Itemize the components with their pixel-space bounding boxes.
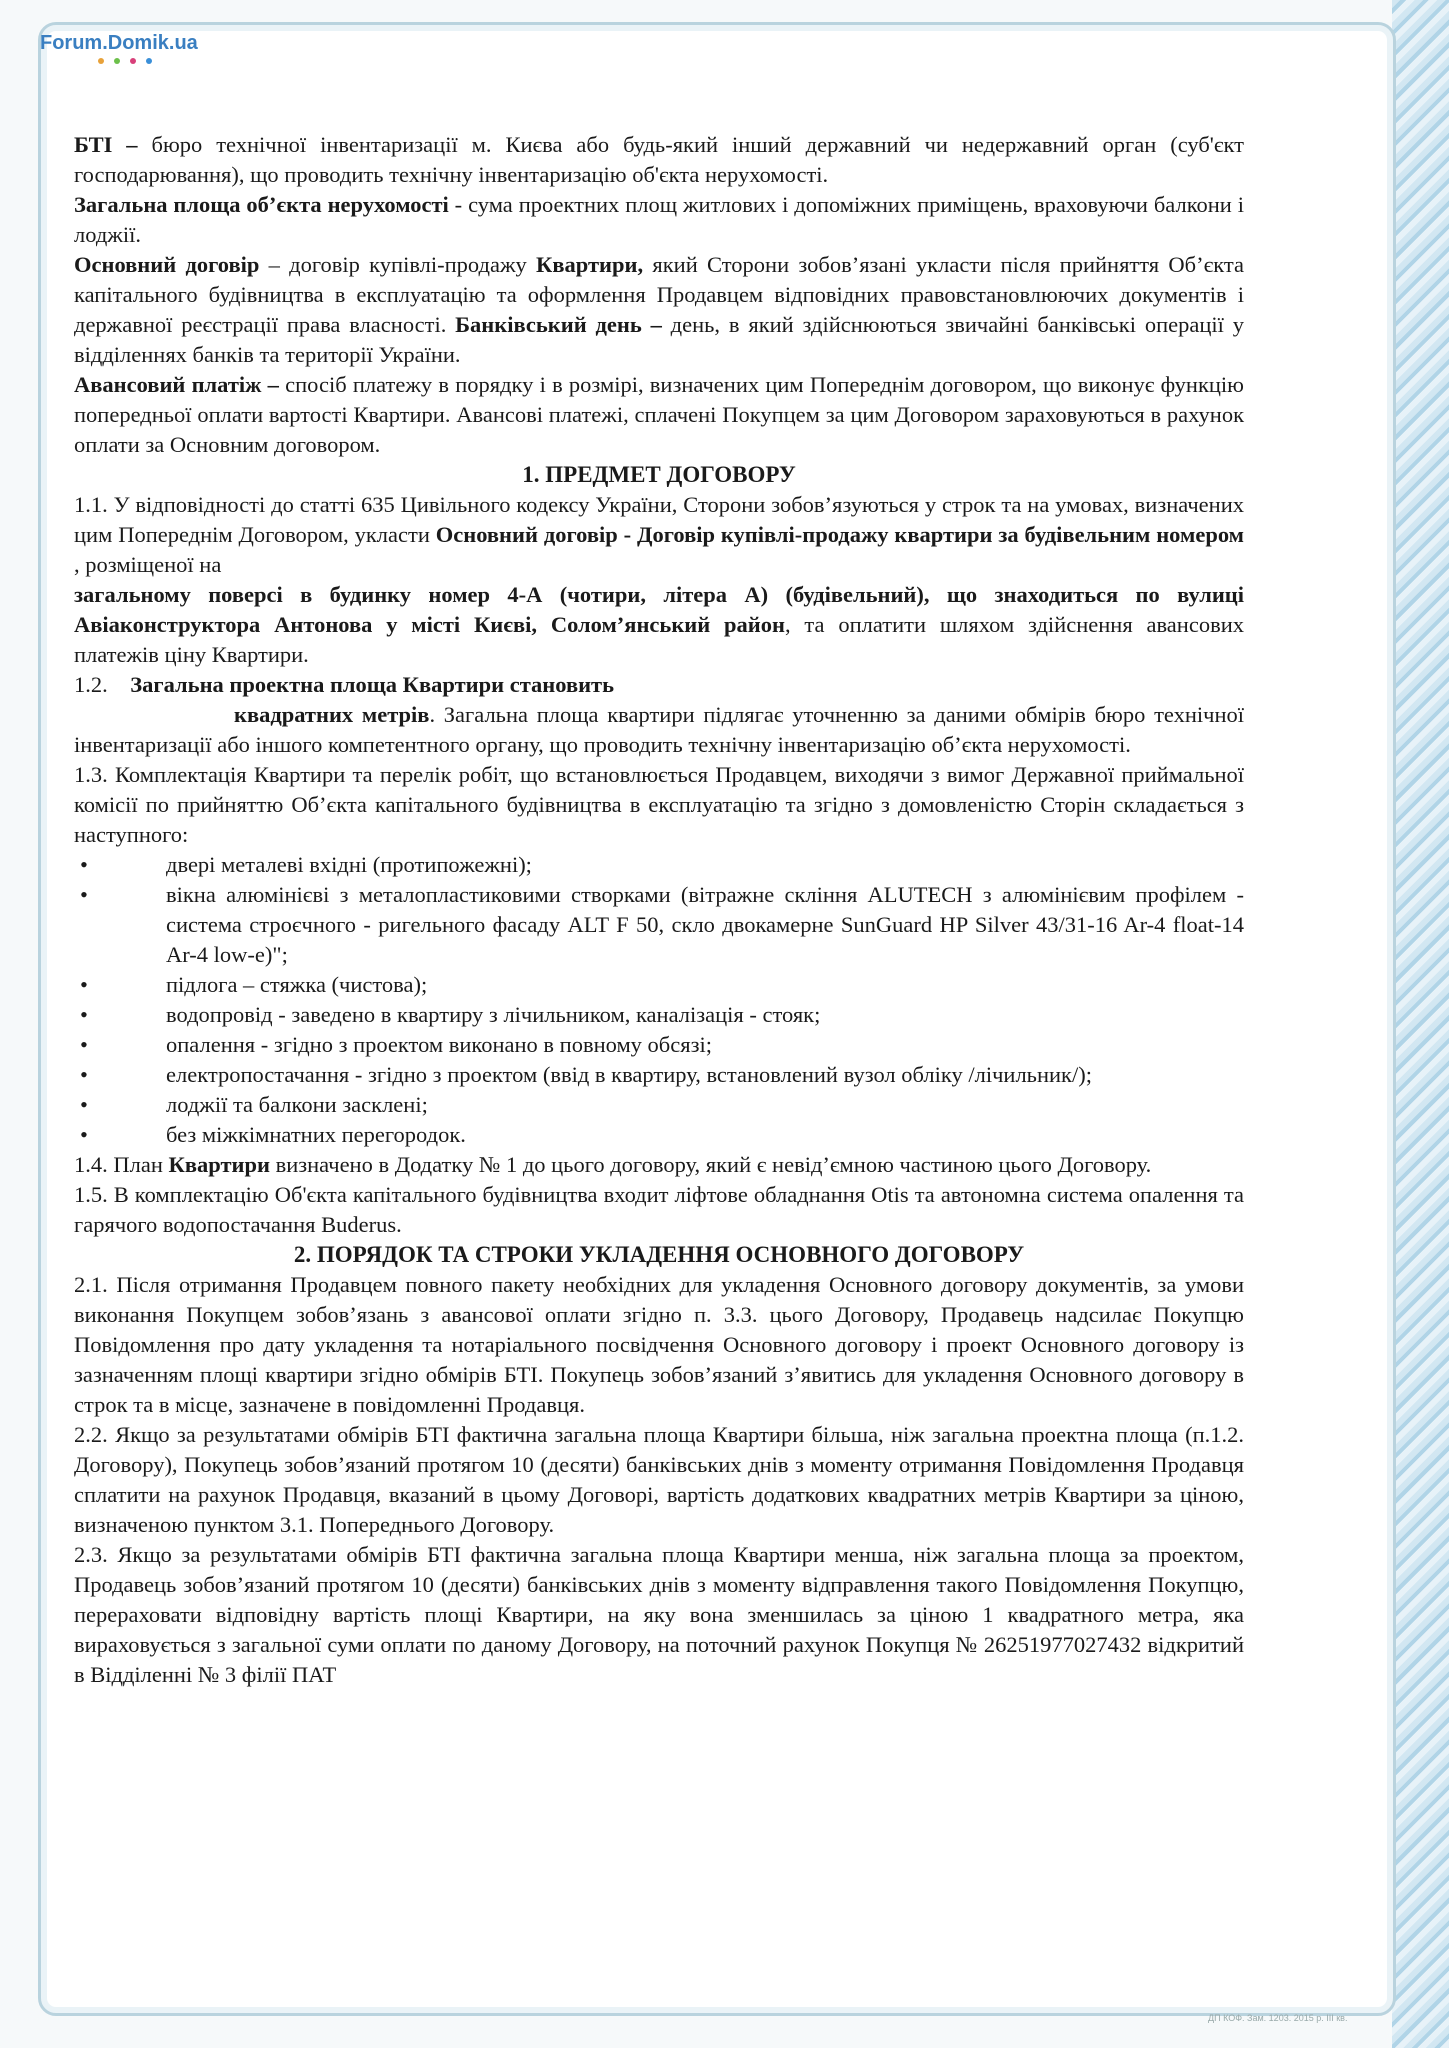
list-item: • без міжкімнатних перегородок. [80,1122,466,1147]
definition-bti: БТІ – бюро технічної інвентаризації м. Києва або будь-який інший державний чи недержавний орган (суб'єкт господарювання), що проводить технічну інвентаризацію об'єкта нерухомості. [74,132,1244,187]
list-item: • лоджії та балкони засклені; [80,1092,428,1117]
definition-total-area: Загальна площа об’єкта нерухомості - сума проектних площ житлових і допоміжних приміщень, враховуючи балкони і лоджії. [74,192,1244,247]
clause-2-3: 2.3. Якщо за результатами обмірів БТІ фактична загальна площа Квартири менша, ніж загальна площа за проектом, Продавець зобов’язаний протягом 10 (десяти) банківських днів з моменту відправлення такого Повідомлення Покупцю, перераховати відповідну вартість площі Квартири, на яку вона зменшилась за ціною 1 квадратного метра, яка вираховується з загальної суми оплати по даному Договору, на поточний рахунок Покупця № 26251977027432 відкритий в Відділенні № 3 філії ПАТ [74,1542,1244,1687]
section-2-title: 2. ПОРЯДОК ТА СТРОКИ УКЛАДЕННЯ ОСНОВНОГО ДОГОВОРУ [293,1242,1025,1267]
clause-1-3: 1.3. Комплектація Квартири та перелік робіт, що встановлюється Продавцем, виходячи з вимог Державної приймальної комісії по прийняттю Об’єкта капітального будівництва в експлуатацію та згідно з домовленістю Сторін складається з наступного: [74,762,1244,847]
logo-dots-decoration [98,58,152,64]
clause-2-1: 2.1. Після отримання Продавцем повного пакету необхідних для укладення Основного договору документів, за умови виконання Покупцем зобов’язань з авансової оплати згідно п. 3.3. цього Договору, Продавець надсилає Покупцю Повідомлення про дату укладення та нотаріального посвідчення Основного договору і проект Основного договору із зазначенням площі квартири згідно обмірів БТІ. Покупець зобов’язаний з’явитись для укладення Основного договору в строк та в місце, зазначене в повідомленні Продавця. [74,1272,1244,1417]
list-item: • електропостачання - згідно з проектом (ввід в квартиру, встановлений вузол обліку /лічильник/); [80,1062,1092,1087]
print-order-note: ДП КОФ. Зам. 1203. 2015 р. III кв. [1208,2013,1348,2023]
list-item: • підлога – стяжка (чистова); [80,972,428,997]
clause-1-5: 1.5. В комплектацію Об'єкта капітального будівництва входит ліфтове обладнання Otis та автономна система опалення та гарячого водопостачання Buderus. [74,1182,1244,1237]
clause-1-2: 1.2. Загальна проектна площа Квартири становить квадратних метрів. Загальна площа квартири підлягає уточненню за даними обмірів бюро технічної інвентаризації або іншого компетентного органу, що проводить технічну інвентаризацію об’єкта нерухомості. [74,672,1244,757]
section-1-title: 1. ПРЕДМЕТ ДОГОВОРУ [522,462,796,487]
list-item: • вікна алюмінієві з металопластиковими створками (вітражне скління ALUTECH з алюмінієвим профілем - система строєчного - ригельного фасаду ALT F 50, скло двокамерне SunGuard HP Silver 43/31-16 Ar-4 float-14 Ar-4 low-e)"; [80,882,1244,967]
site-watermark-logo: Forum.Domik.ua [40,32,198,54]
clause-2-2: 2.2. Якщо за результатами обмірів БТІ фактична загальна площа Квартири більша, ніж загальна проектна площа (п.1.2. Договору), Покупець зобов’язаний протягом 10 (десяти) банківських днів з моменту отримання Повідомлення Продавця сплатити на рахунок Продавця, вказаний в цьому Договорі, вартість додаткових квадратних метрів Квартири за ціною, визначеною пунктом 3.1. Попереднього Договору. [74,1422,1244,1537]
list-item: • двері металеві вхідні (протипожежні); [80,852,532,877]
list-item: • опалення - згідно з проектом виконано в повному обсязі; [80,1032,712,1057]
definition-main-contract: Основний договір – договір купівлі-продажу Квартири, який Сторони зобов’язані укласти після прийняття Об’єкта капітального будівництва в експлуатацію та оформлення Продавцем відповідних правовстановлюючих документів і державної реєстрації права власності. Банківський день – день, в який здійснюються звичайні банківські операції у відділеннях банків та території України. [74,252,1244,367]
list-item: • водопровід - заведено в квартиру з лічильником, каналізація - стояк; [80,1002,821,1027]
document-body [74,130,1244,1690]
definition-advance-payment: Авансовий платіж – спосіб платежу в порядку і в розмірі, визначених цим Попереднім договором, що виконує функцію попередньої оплати вартості Квартири. Авансові платежі, сплачені Покупцем за цим Договором зараховуються в рахунок оплати за Основним договором. [74,372,1244,457]
decorative-border-ornament [1392,0,1449,2048]
clause-1-4: 1.4. План Квартири визначено в Додатку № 1 до цього договору, який є невід’ємною частиною цього Договору. [74,1152,1152,1177]
clause-1-1: 1.1. У відповідності до статті 635 Цивільного кодексу України, Сторони зобов’язуються у строк та на умовах, визначених цим Попереднім Договором, укласти Основний договір - Договір купівлі-продажу квартири за будівельним номером , розміщеної на загальному поверсі в будинку номер 4-А (чотири, літера А) (будівельний), що знаходиться по вулиці Авіаконструктора Антонова у місті Києві, Солом’янський район, та оплатити шляхом здійснення авансових платежів ціну Квартири. [74,492,1244,667]
